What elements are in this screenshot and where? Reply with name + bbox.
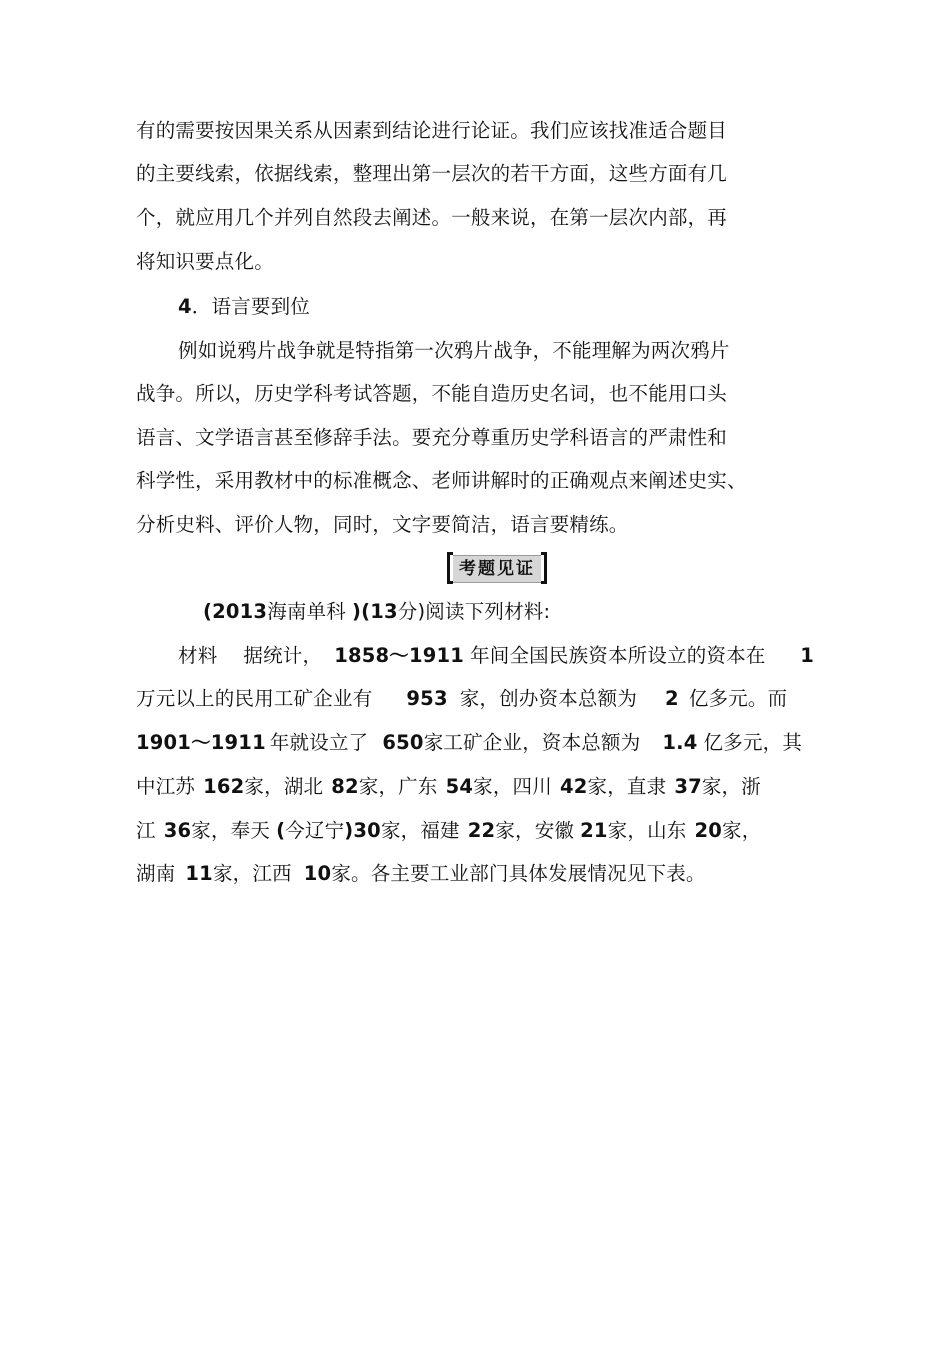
badge-label: 考题见证 [453, 555, 541, 583]
material-number: 54 [445, 775, 474, 798]
material-number: 37 [674, 775, 702, 798]
paragraph-1-line-2: 的主要线索，依据线索，整理出第一层次的若干方面，这些方面有几 [136, 162, 728, 185]
material-number: 82 [331, 775, 359, 798]
material-text: 家，创办资本总额为 [459, 687, 638, 710]
material-text: 亿多元。而 [688, 687, 788, 710]
paragraph-2-line-5: 分析史料、评价人物，同时，文字要简洁，语言要精练。 [136, 513, 629, 536]
paragraph-2-line-2: 战争。所以，历史学科考试答题，不能自造历史名词，也不能用口头 [136, 382, 728, 405]
material-text: 家，山东 [607, 819, 687, 842]
material-number: 1.4 [662, 731, 698, 754]
paragraph-1-line-4: 将知识要点化。 [136, 250, 274, 273]
section-heading-4 [178, 294, 310, 320]
material-text: 家，奉天 [191, 819, 271, 842]
material-number: 2 [665, 687, 679, 710]
material-text: 家，湖北 [244, 775, 324, 798]
material-number: 42 [559, 775, 588, 798]
material-text: 家，四川 [473, 775, 552, 798]
material-text: 万元以上的民用工矿企业有 [136, 687, 373, 710]
material-text: 年就设立了 [269, 731, 369, 754]
exam-proof-badge [447, 552, 547, 584]
question-prompt: 阅读下列材料: [425, 600, 551, 623]
material-line-1 [178, 643, 814, 669]
material-text: 家工矿企业，资本总额为 [423, 731, 641, 754]
material-label: 材料 [178, 644, 218, 667]
material-number: 21 [580, 819, 608, 842]
material-text: 家，直隶 [587, 775, 667, 798]
badge-right-bracket [541, 552, 547, 584]
material-text: 今辽宁 [285, 819, 345, 842]
material-number: 1901～1911 [136, 731, 266, 754]
material-line-6 [136, 861, 706, 887]
paragraph-2-line-3: 语言、文学语言甚至修辞手法。要充分尊重历史学科语言的严肃性和 [136, 426, 728, 449]
material-number: 1 [800, 644, 814, 667]
material-text: 家，福建 [380, 819, 460, 842]
material-line-5 [136, 818, 761, 844]
material-line-4 [136, 774, 761, 800]
material-number: 162 [203, 775, 245, 798]
material-number: 36 [163, 819, 192, 842]
question-year: (2013 [203, 600, 268, 623]
heading-number: 4 [178, 295, 192, 318]
material-line-3 [136, 730, 802, 756]
material-number: ( [276, 819, 286, 842]
material-text: 据统计， [243, 644, 323, 667]
material-number: 953 [406, 687, 448, 710]
material-number: 1858～1911 [334, 644, 465, 667]
material-number: )30 [344, 819, 381, 842]
material-text: 湖南 [136, 862, 176, 885]
material-text: 家，广东 [358, 775, 438, 798]
material-number: 11 [185, 862, 213, 885]
question-score: )(13 [352, 600, 398, 623]
material-number: 20 [694, 819, 723, 842]
material-line-2 [136, 686, 787, 712]
paragraph-2-line-1: 例如说鸦片战争就是特指第一次鸦片战争，不能理解为两次鸦片 [178, 339, 730, 362]
material-text: 家。各主要工业部门具体发展情况见下表。 [331, 862, 706, 885]
material-text: 家， [722, 819, 762, 842]
material-text: 江 [136, 819, 156, 842]
heading-text: ．语言要到位 [191, 295, 310, 318]
material-text: 家，安徽 [495, 819, 575, 842]
paragraph-1-line-1: 有的需要按因果关系从因素到结论进行论证。我们应该找准适合题目 [136, 119, 728, 142]
material-text: 亿多元，其 [703, 731, 803, 754]
material-text: 家，浙 [701, 775, 761, 798]
question-score-unit: 分) [397, 600, 426, 623]
material-number: 10 [303, 862, 332, 885]
question-source: 海南单科 [267, 600, 346, 623]
material-text: 家，江西 [212, 862, 292, 885]
material-number: 650 [382, 731, 424, 754]
material-number: 22 [467, 819, 496, 842]
question-intro [203, 599, 550, 625]
paragraph-2-line-4: 科学性，采用教材中的标准概念、老师讲解时的正确观点来阐述史实、 [136, 469, 747, 492]
paragraph-1-line-3: 个，就应用几个并列自然段去阐述。一般来说，在第一层次内部，再 [136, 206, 728, 229]
material-text: 年间全国民族资本所设立的资本在 [470, 644, 766, 667]
material-text: 中江苏 [136, 775, 196, 798]
